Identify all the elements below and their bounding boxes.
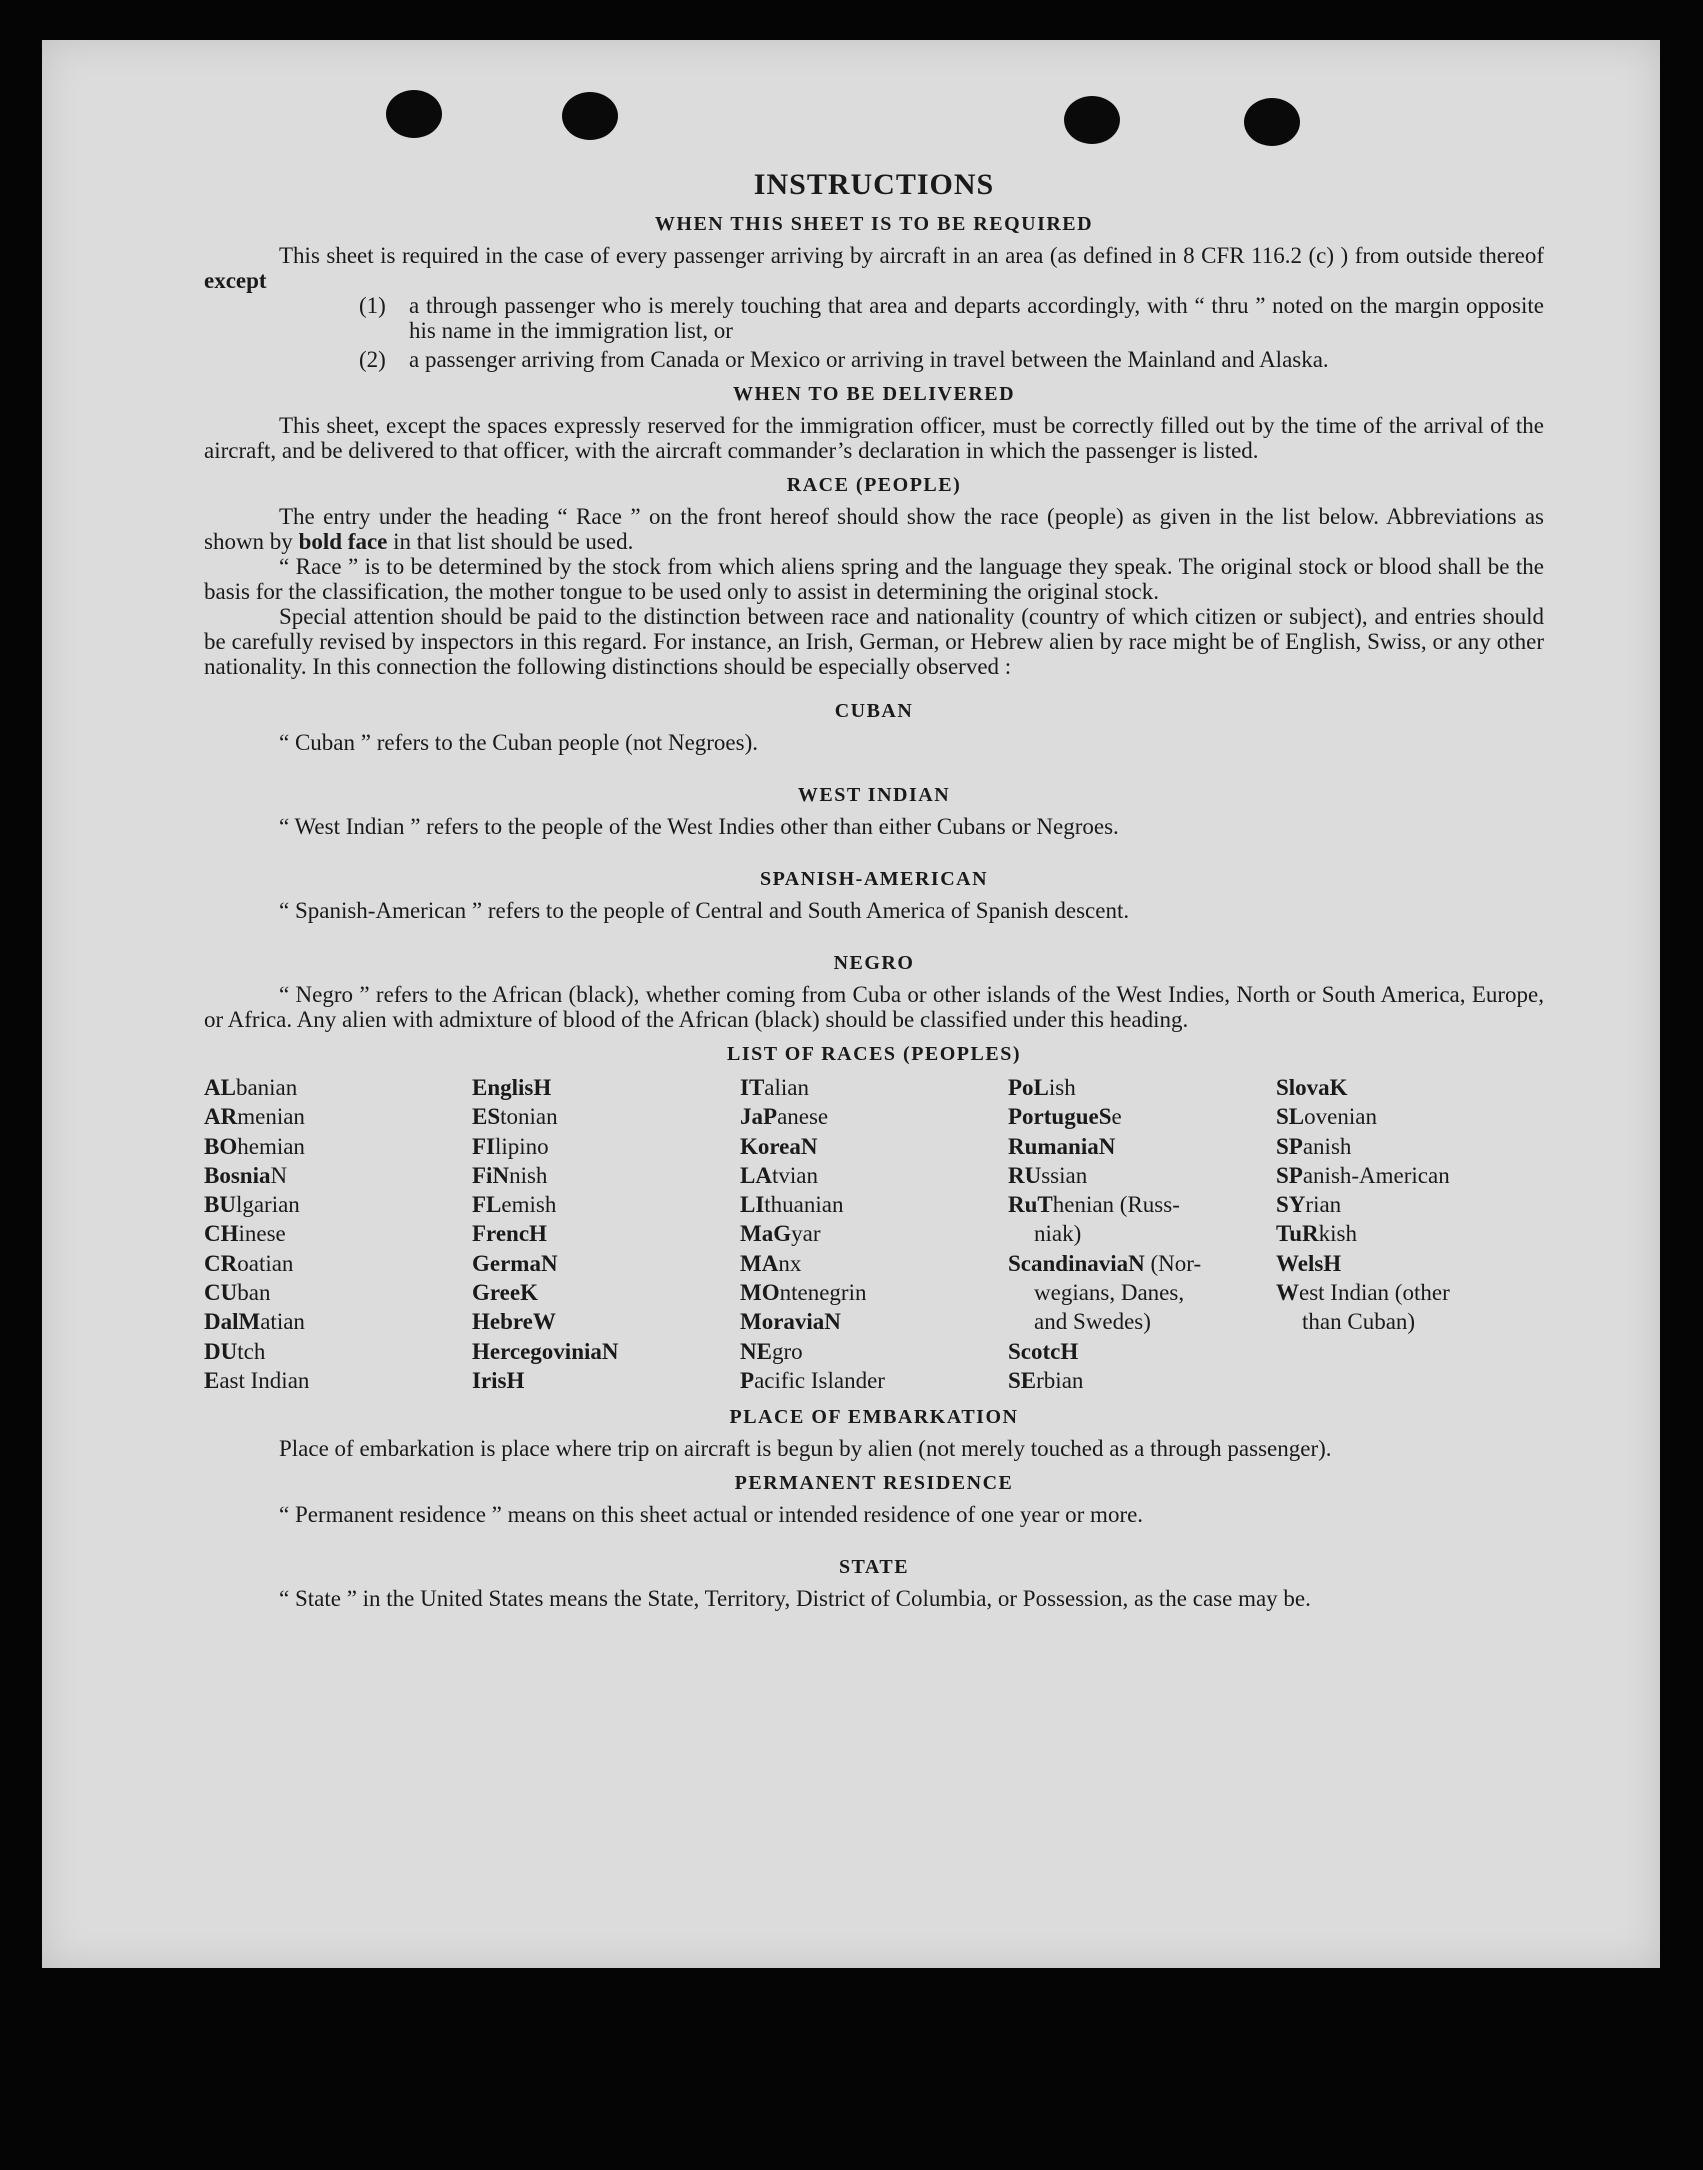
race-entry: BUlgarian xyxy=(204,1192,300,1218)
race-entry: RUssian xyxy=(1008,1162,1088,1188)
race-entry: WelsH xyxy=(1276,1250,1342,1276)
spanish-american-text: “ Spanish-American ” refers to the people of Central and South America of Spanish descent. xyxy=(279,898,1130,923)
race-entry: HebreW xyxy=(472,1309,556,1335)
section-heading-embarkation: PLACE OF EMBARKATION xyxy=(729,1406,1019,1429)
race-entry: ARmenian xyxy=(204,1104,305,1130)
required-item-2: (2) a passenger arriving from Canada or Mexico or arriving in travel between the Mainland and Alaska. xyxy=(359,347,1329,372)
race-entry: IrisH xyxy=(472,1367,525,1393)
race-entry: EnglisH xyxy=(472,1075,552,1100)
race-entry: EStonian xyxy=(472,1104,558,1130)
race-entry: SLovenian xyxy=(1276,1104,1377,1130)
race-paragraph-2: “ Race ” is to be determined by the stock from which aliens spring and the language they speak. The original stock or blood shall be the basis for the classification, the mother tongue to be used only to assist in determining the original stock. xyxy=(204,554,1544,604)
race-entry: CUban xyxy=(204,1280,271,1306)
race-entry: PoLish xyxy=(1008,1075,1076,1100)
punch-hole xyxy=(1244,98,1300,146)
race-entry: MOntenegrin xyxy=(740,1280,867,1306)
race-entry: DalMatian xyxy=(204,1309,305,1335)
race-entry: KoreaN xyxy=(740,1133,818,1159)
races-column-1 xyxy=(204,1073,472,1395)
page-title: INSTRUCTIONS xyxy=(753,168,995,201)
race-entry: West Indian (other xyxy=(1276,1280,1450,1306)
race-entry: TuRkish xyxy=(1276,1221,1357,1247)
document-sheet xyxy=(42,40,1660,1968)
race-entry: FrencH xyxy=(472,1221,547,1247)
race-entry-continuation: and Swedes) xyxy=(1034,1309,1151,1335)
state-text: “ State ” in the United States means the State, Territory, District of Columbia, or Possession, as the case may be. xyxy=(279,1586,1311,1612)
race-entry: ScandinaviaN (Nor- xyxy=(1008,1250,1202,1276)
section-heading-required: WHEN THIS SHEET IS TO BE REQUIRED xyxy=(654,213,1094,235)
punch-hole xyxy=(1064,96,1120,144)
race-entry: NEgro xyxy=(740,1338,803,1364)
race-entry: MaGyar xyxy=(740,1221,821,1247)
race-entry: DUtch xyxy=(204,1338,266,1364)
races-column-5 xyxy=(1276,1073,1544,1395)
race-entry: PortugueSe xyxy=(1008,1104,1122,1130)
race-entry: BOhemian xyxy=(204,1133,305,1159)
race-entry: ScotcH xyxy=(1008,1338,1079,1364)
section-heading-west-indian: WEST INDIAN xyxy=(797,784,951,806)
section-heading-negro: NEGRO xyxy=(833,952,915,974)
races-list xyxy=(204,1073,1544,1395)
race-entry: CRoatian xyxy=(204,1250,294,1276)
race-entry: FiNnish xyxy=(472,1162,548,1188)
race-entry: CHinese xyxy=(204,1221,286,1247)
race-entry: SPanish xyxy=(1276,1133,1352,1159)
race-entry: LAtvian xyxy=(740,1162,818,1188)
race-entry: SPanish-American xyxy=(1276,1162,1450,1188)
section-heading-residence: PERMANENT RESIDENCE xyxy=(734,1472,1014,1495)
section-heading-delivered: WHEN TO BE DELIVERED xyxy=(732,383,1016,405)
race-entry-continuation: niak) xyxy=(1034,1221,1082,1247)
race-paragraph-1: The entry under the heading “ Race ” on the front hereof should show the race (people) as given in the list below. Abbreviations as shown by bold face in that list should be used. xyxy=(204,504,1544,554)
race-entry: MAnx xyxy=(740,1250,802,1276)
punch-hole xyxy=(562,92,618,140)
race-entry: BosniaN xyxy=(204,1162,288,1188)
races-column-2 xyxy=(472,1073,740,1395)
instructions-content xyxy=(204,168,1544,1611)
race-entry-continuation: than Cuban) xyxy=(1302,1309,1416,1335)
punch-hole xyxy=(386,90,442,138)
race-paragraph-3: Special attention should be paid to the distinction between race and nationality (country of which citizen or subject), and entries should be carefully revised by inspectors in this regard. For instance, an Irish, German, or Hebrew alien by race might be of English, Swiss, or any other nationality. In this connection the following distinctions should be especially observed : xyxy=(204,604,1544,679)
race-entry: FIlipino xyxy=(472,1133,549,1159)
race-entry: MoraviaN xyxy=(740,1309,841,1335)
race-entry: LIthuanian xyxy=(740,1192,844,1218)
cuban-text: “ Cuban ” refers to the Cuban people (not Negroes). xyxy=(279,730,759,755)
race-entry: SlovaK xyxy=(1276,1075,1348,1100)
section-heading-state: STATE xyxy=(838,1556,910,1579)
race-entry: SErbian xyxy=(1008,1367,1084,1393)
race-entry: ITalian xyxy=(740,1075,809,1100)
required-intro: This sheet is required in the case of every passenger arriving by aircraft in an area (as defined in 8 CFR 116.2 (c) ) from outside thereof except xyxy=(204,243,1544,293)
delivered-text: This sheet, except the spaces expressly reserved for the immigration officer, must be correctly filled out by the time of the arrival of the aircraft, and be delivered to that officer, with the aircraft commander’s declaration in which the passenger is listed. xyxy=(204,413,1544,463)
race-entry: RumaniaN xyxy=(1008,1133,1116,1159)
race-entry: GreeK xyxy=(472,1280,538,1306)
section-heading-spanish-american: SPANISH-AMERICAN xyxy=(759,868,989,890)
races-column-3 xyxy=(740,1073,1008,1395)
residence-text: “ Permanent residence ” means on this sheet actual or intended residence of one year or more. xyxy=(279,1502,1144,1528)
section-heading-cuban: CUBAN xyxy=(834,700,914,722)
race-entry: JaPanese xyxy=(740,1104,829,1130)
section-heading-race: RACE (PEOPLE) xyxy=(786,474,962,496)
race-entry: ALbanian xyxy=(204,1075,298,1100)
west-indian-text: “ West Indian ” refers to the people of the West Indies other than either Cubans or Negroes. xyxy=(279,814,1119,839)
race-entry: FLemish xyxy=(472,1192,557,1218)
race-entry-continuation: wegians, Danes, xyxy=(1034,1280,1185,1306)
races-column-4 xyxy=(1008,1073,1276,1395)
race-entry: East Indian xyxy=(204,1367,310,1393)
embarkation-text: Place of embarkation is place where trip on aircraft is begun by alien (not merely touched as a through passenger). xyxy=(279,1436,1332,1462)
race-entry: RuThenian (Russ- xyxy=(1008,1192,1180,1218)
negro-text: “ Negro ” refers to the African (black), whether coming from Cuba or other islands of the West Indies, North or South America, Europe, or Africa. Any alien with admixture of blood of the African (black) should be classified under this heading. xyxy=(204,982,1544,1032)
section-heading-list-of-races: LIST OF RACES (PEOPLES) xyxy=(726,1043,1021,1065)
race-entry: SYrian xyxy=(1276,1192,1342,1218)
race-entry: HercegoviniaN xyxy=(472,1338,619,1364)
race-entry: Pacific Islander xyxy=(740,1367,885,1393)
race-entry: GermaN xyxy=(472,1250,558,1276)
required-item-1: (1) a through passenger who is merely touching that area and departs accordingly, with “ thru ” noted on the margin opposite his name in the immigration list, or xyxy=(359,293,1544,343)
